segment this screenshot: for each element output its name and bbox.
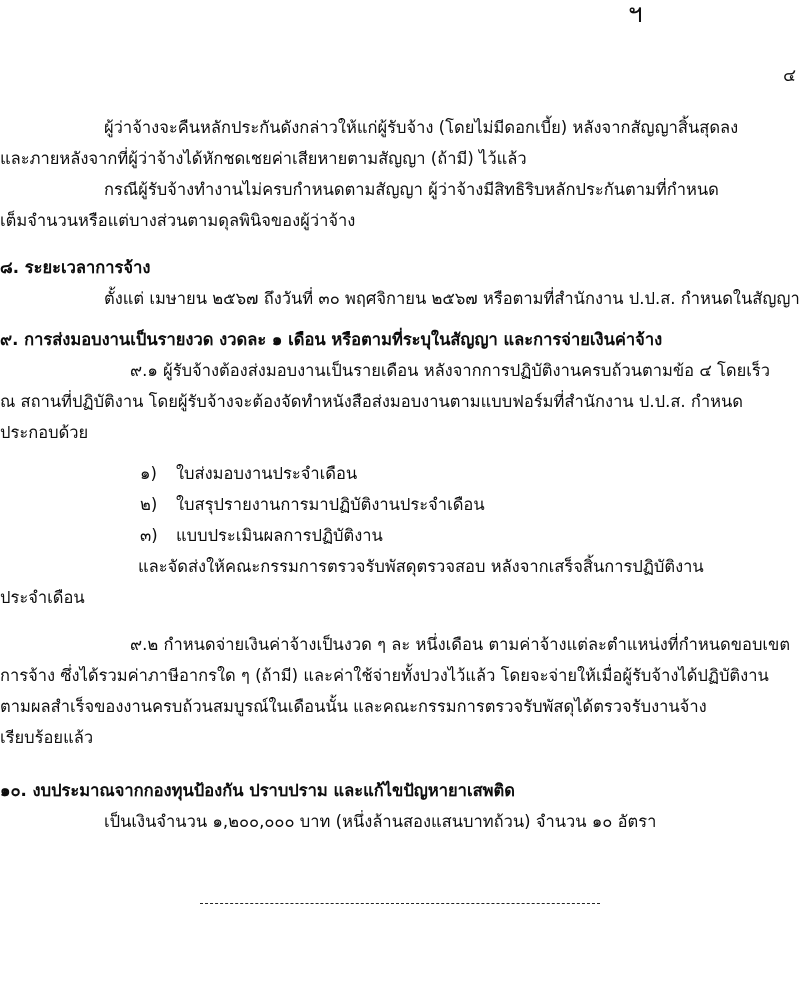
section-9-heading: ๙. การส่งมอบงานเป็นรายงวด งวดละ ๑ เดือน หรือตามที่ระบุในสัญญา และการจ่ายเงินค่าจ้าง [0, 330, 663, 349]
paragraph-deposit-return-line2: และภายหลังจากที่ผู้ว่าจ้างได้หักชดเชยค่าเสียหายตามสัญญา (ถ้ามี) ไว้แล้ว [0, 149, 527, 168]
list-item [0, 520, 800, 551]
section-9-2-line2: การจ้าง ซึ่งได้รวมค่าภาษีอากรใด ๆ (ถ้ามี) และค่าใช้จ่ายทั้งปวงไว้แล้ว โดยจะจ่ายให้เมื่อผู้รับจ้างได้ปฏิบัติงาน [0, 666, 769, 685]
spacer [0, 753, 800, 775]
list-item-number: ๒) [140, 495, 158, 514]
list-item-number: ๓) [140, 526, 158, 545]
list-item-label: แบบประเมินผลการปฏิบัติงาน [176, 526, 383, 545]
list-item-number: ๑) [140, 464, 157, 483]
section-9-1-after-list-line2: ประจำเดือน [0, 588, 85, 607]
list-item [0, 489, 800, 520]
section-9-2-line4: เรียบร้อยแล้ว [0, 728, 94, 747]
list-item-label: ใบส่งมอบงานประจำเดือน [176, 464, 358, 483]
paragraph-deposit-return-line1: ผู้ว่าจ้างจะคืนหลักประกันดังกล่าวให้แก่ผู้รับจ้าง (โดยไม่มีดอกเบี้ย) หลังจากสัญญาสิ้นสุดลง [104, 118, 739, 137]
spacer [0, 314, 800, 324]
paragraph-forfeit-line2: เต็มจำนวนหรือแต่บางส่วนตามดุลพินิจของผู้ว่าจ้าง [0, 211, 356, 230]
section-8-body: ตั้งแต่ เมษายน ๒๕๖๗ ถึงวันที่ ๓๐ พฤศจิกายน ๒๕๖๗ หรือตามที่สำนักงาน ป.ป.ส. กำหนดในสัญญา [104, 289, 800, 308]
document-body [0, 112, 800, 837]
spacer [0, 613, 800, 629]
section-9-1-line1: ๙.๑ ผู้รับจ้างต้องส่งมอบงานเป็นรายเดือน หลังจากการปฏิบัติงานครบถ้วนตามข้อ ๔ โดยเร็ว [130, 361, 771, 380]
list-item [0, 458, 800, 489]
section-9-1-line3: ประกอบด้วย [0, 423, 89, 442]
section-9-1-after-list-line1: และจัดส่งให้คณะกรรมการตรวจรับพัสดุตรวจสอบ หลังจากเสร็จสิ้นการปฏิบัติงาน [138, 557, 704, 576]
spacer [0, 236, 800, 252]
footer-divider [200, 903, 600, 904]
section-8-heading: ๘. ระยะเวลาการจ้าง [0, 258, 151, 277]
list-item-label: ใบสรุปรายงานการมาปฏิบัติงานประจำเดือน [176, 495, 485, 514]
paragraph-forfeit-line1: กรณีผู้รับจ้างทำงานไม่ครบกำหนดตามสัญญา ผู้ว่าจ้างมีสิทธิริบหลักประกันตามที่กำหนด [104, 180, 719, 199]
spacer [0, 448, 800, 458]
section-10-heading: ๑๐. งบประมาณจากกองทุนป้องกัน ปราบปราม และแก้ไขปัญหายาเสพติด [0, 781, 515, 800]
scan-artifact-mark: ฯ [628, 0, 643, 29]
section-9-1-line2: ณ สถานที่ปฏิบัติงาน โดยผู้รับจ้างจะต้องจัดทำหนังสือส่งมอบงานตามแบบฟอร์มที่สำนักงาน ป.ป.ส. กำหนด [0, 392, 743, 411]
section-9-2-line3: ตามผลสำเร็จของงานครบถ้วนสมบูรณ์ในเดือนนั้น และคณะกรรมการตรวจรับพัสดุได้ตรวจรับงานจ้าง [0, 697, 707, 716]
section-9-2-line1: ๙.๒ กำหนดจ่ายเงินค่าจ้างเป็นงวด ๆ ละ หนึ่งเดือน ตามค่าจ้างแต่ละตำแหน่งที่กำหนดขอบเขต [130, 635, 791, 654]
section-10-body: เป็นเงินจำนวน ๑,๒๐๐,๐๐๐ บาท (หนึ่งล้านสองแสนบาทถ้วน) จำนวน ๑๐ อัตรา [104, 812, 657, 831]
page-number: ๔ [783, 66, 796, 86]
